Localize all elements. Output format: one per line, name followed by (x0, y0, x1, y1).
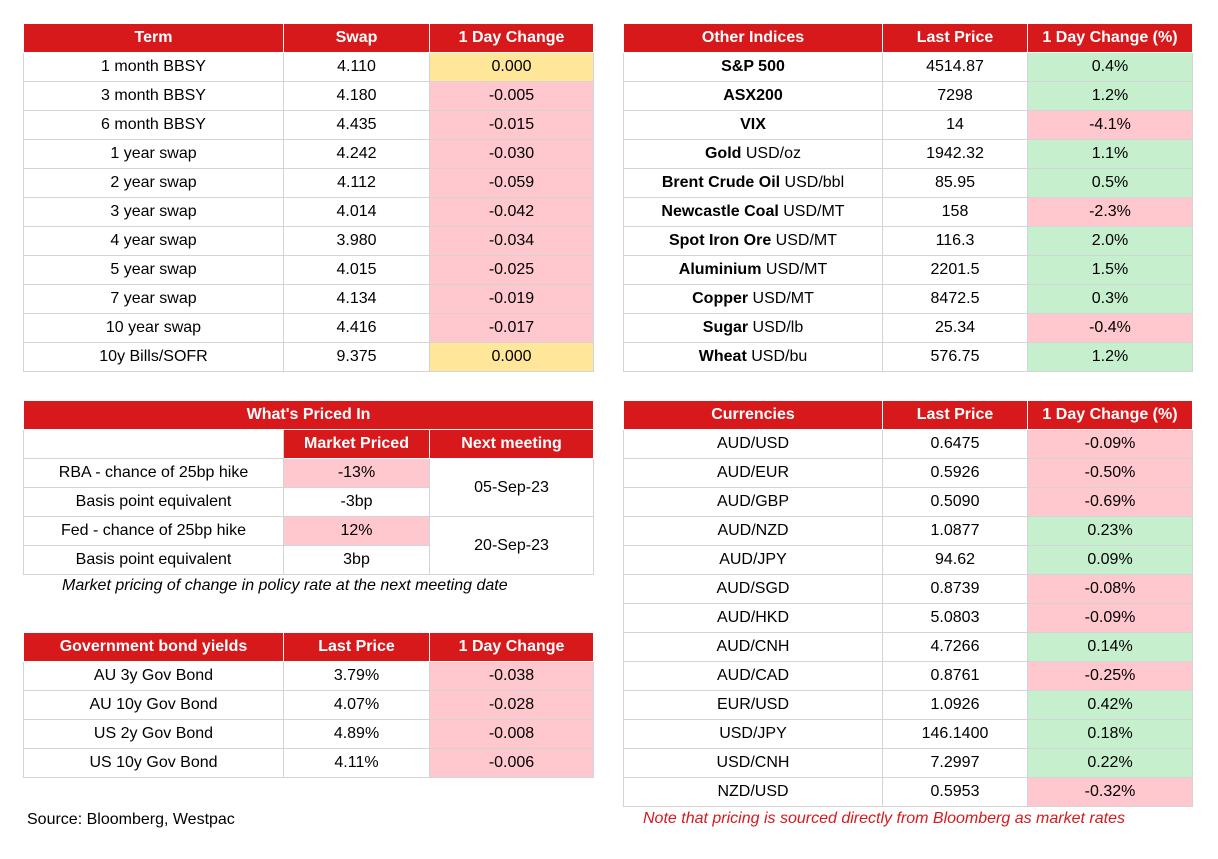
index-row (624, 111, 1193, 140)
index-change: -0.4% (1028, 314, 1193, 343)
bonds-header-change: 1 Day Change (430, 633, 594, 662)
bond-name: US 2y Gov Bond (24, 720, 284, 749)
currency-change: 0.18% (1028, 720, 1193, 749)
currency-pair: AUD/CNH (624, 633, 883, 662)
currencies-header-price: Last Price (883, 401, 1028, 430)
currency-row (624, 720, 1193, 749)
currency-pair: AUD/HKD (624, 604, 883, 633)
swap-change: -0.005 (430, 82, 594, 111)
fed-bp-label: Basis point equivalent (24, 546, 284, 575)
swap-term: 4 year swap (24, 227, 284, 256)
bond-row (24, 691, 594, 720)
currency-price: 94.62 (883, 546, 1028, 575)
index-price: 1942.32 (883, 140, 1028, 169)
index-change: 1.2% (1028, 82, 1193, 111)
currency-pair: NZD/USD (624, 778, 883, 807)
index-name-cell (624, 198, 883, 227)
index-name-cell (624, 82, 883, 111)
swap-term: 1 year swap (24, 140, 284, 169)
currency-price: 0.6475 (883, 430, 1028, 459)
fed-chance-label: Fed - chance of 25bp hike (24, 517, 284, 546)
swap-value: 9.375 (284, 343, 430, 372)
swap-row (24, 314, 594, 343)
rba-next-meeting: 05-Sep-23 (430, 459, 594, 517)
swap-value: 4.015 (284, 256, 430, 285)
fed-bp-value: 3bp (284, 546, 430, 575)
currency-pair: AUD/USD (624, 430, 883, 459)
currency-change: 0.22% (1028, 749, 1193, 778)
currency-change: 0.42% (1028, 691, 1193, 720)
currency-price: 0.5090 (883, 488, 1028, 517)
priced-in-header-next-meeting: Next meeting (430, 430, 594, 459)
bond-row (24, 662, 594, 691)
priced-in-title: What's Priced In (24, 401, 594, 430)
bond-price: 3.79% (284, 662, 430, 691)
currency-change: 0.14% (1028, 633, 1193, 662)
index-price: 25.34 (883, 314, 1028, 343)
swap-row (24, 169, 594, 198)
index-name-cell (624, 314, 883, 343)
index-row (624, 82, 1193, 111)
index-name: Sugar (702, 319, 749, 336)
index-row (624, 314, 1193, 343)
index-name: Wheat (698, 348, 747, 365)
index-name-cell (624, 343, 883, 372)
currency-row (624, 459, 1193, 488)
bond-name: AU 3y Gov Bond (24, 662, 284, 691)
index-name: Aluminium (678, 261, 762, 278)
index-name: Gold (704, 145, 742, 162)
index-row (624, 169, 1193, 198)
index-row (624, 285, 1193, 314)
index-name-cell (624, 169, 883, 198)
currency-price: 1.0877 (883, 517, 1028, 546)
swap-value: 4.112 (284, 169, 430, 198)
index-price: 14 (883, 111, 1028, 140)
index-name-cell (624, 140, 883, 169)
index-unit: USD/MT (748, 290, 814, 307)
swap-change: -0.042 (430, 198, 594, 227)
swap-change: -0.025 (430, 256, 594, 285)
index-change: 0.3% (1028, 285, 1193, 314)
pricing-note: Note that pricing is sourced directly from Bloomberg as market rates (643, 810, 1125, 827)
swap-value: 4.435 (284, 111, 430, 140)
currency-row (624, 662, 1193, 691)
currency-price: 4.7266 (883, 633, 1028, 662)
bonds-header-name: Government bond yields (24, 633, 284, 662)
currency-row (624, 691, 1193, 720)
currency-row (624, 488, 1193, 517)
currency-row (624, 430, 1193, 459)
currency-price: 5.0803 (883, 604, 1028, 633)
fed-chance-value: 12% (284, 517, 430, 546)
swap-term: 7 year swap (24, 285, 284, 314)
index-row (624, 198, 1193, 227)
index-row (624, 227, 1193, 256)
index-change: 1.1% (1028, 140, 1193, 169)
currency-row (624, 517, 1193, 546)
index-unit: USD/MT (778, 203, 845, 220)
index-price: 116.3 (883, 227, 1028, 256)
index-name-cell (624, 53, 883, 82)
swap-row (24, 198, 594, 227)
index-change: 2.0% (1028, 227, 1193, 256)
bonds-header-price: Last Price (284, 633, 430, 662)
currency-change: 0.09% (1028, 546, 1193, 575)
currency-price: 1.0926 (883, 691, 1028, 720)
index-price: 8472.5 (883, 285, 1028, 314)
currency-row (624, 604, 1193, 633)
currency-change: -0.50% (1028, 459, 1193, 488)
swap-change: -0.015 (430, 111, 594, 140)
rba-chance-label: RBA - chance of 25bp hike (24, 459, 284, 488)
other-indices-table (623, 23, 1193, 372)
currency-price: 0.5953 (883, 778, 1028, 807)
swap-term: 2 year swap (24, 169, 284, 198)
index-name-cell (624, 285, 883, 314)
bond-change: -0.038 (430, 662, 594, 691)
index-change: 0.5% (1028, 169, 1193, 198)
index-price: 2201.5 (883, 256, 1028, 285)
bond-yields-table (23, 632, 594, 778)
index-price: 576.75 (883, 343, 1028, 372)
index-change: -2.3% (1028, 198, 1193, 227)
index-change: 0.4% (1028, 53, 1193, 82)
bond-change: -0.008 (430, 720, 594, 749)
index-row (624, 53, 1193, 82)
index-name: Newcastle Coal (661, 203, 779, 220)
currencies-header-pair: Currencies (624, 401, 883, 430)
rba-chance-value: -13% (284, 459, 430, 488)
index-change: 1.2% (1028, 343, 1193, 372)
swap-row (24, 343, 594, 372)
swap-row (24, 256, 594, 285)
bond-price: 4.07% (284, 691, 430, 720)
swap-header-term: Term (24, 24, 284, 53)
currency-row (624, 778, 1193, 807)
swap-change: -0.034 (430, 227, 594, 256)
currency-row (624, 749, 1193, 778)
currency-change: -0.32% (1028, 778, 1193, 807)
index-name-cell (624, 111, 883, 140)
swap-rates-table (23, 23, 594, 372)
swap-value: 3.980 (284, 227, 430, 256)
swap-header-swap: Swap (284, 24, 430, 53)
swap-change: -0.017 (430, 314, 594, 343)
bond-name: US 10y Gov Bond (24, 749, 284, 778)
swap-term: 3 year swap (24, 198, 284, 227)
currency-pair: AUD/NZD (624, 517, 883, 546)
swap-row (24, 227, 594, 256)
index-price: 85.95 (883, 169, 1028, 198)
currency-change: -0.25% (1028, 662, 1193, 691)
currency-row (624, 546, 1193, 575)
index-unit: USD/MT (761, 261, 828, 278)
index-price: 4514.87 (883, 53, 1028, 82)
swap-term: 5 year swap (24, 256, 284, 285)
index-row (624, 343, 1193, 372)
currency-change: -0.09% (1028, 604, 1193, 633)
currency-pair: AUD/GBP (624, 488, 883, 517)
whats-priced-in-table (23, 400, 594, 575)
currency-change: -0.69% (1028, 488, 1193, 517)
currency-change: 0.23% (1028, 517, 1193, 546)
currencies-body (624, 430, 1193, 807)
currency-price: 0.5926 (883, 459, 1028, 488)
index-name: Copper (692, 290, 749, 307)
currency-pair: EUR/USD (624, 691, 883, 720)
bond-price: 4.89% (284, 720, 430, 749)
swap-value: 4.180 (284, 82, 430, 111)
index-unit: USD/lb (748, 319, 804, 336)
currency-change: -0.08% (1028, 575, 1193, 604)
priced-in-header-market-priced: Market Priced (284, 430, 430, 459)
currencies-table (623, 400, 1193, 807)
index-unit: USD/oz (741, 145, 801, 162)
index-change: -4.1% (1028, 111, 1193, 140)
bond-yields-body (24, 662, 594, 778)
index-name: ASX200 (723, 87, 783, 104)
swap-change: -0.030 (430, 140, 594, 169)
index-name: VIX (740, 116, 766, 133)
indices-header-name: Other Indices (624, 24, 883, 53)
bond-change: -0.028 (430, 691, 594, 720)
swap-row (24, 53, 594, 82)
indices-header-change: 1 Day Change (%) (1028, 24, 1193, 53)
bond-row (24, 720, 594, 749)
currency-pair: AUD/EUR (624, 459, 883, 488)
swap-value: 4.134 (284, 285, 430, 314)
swap-header-change: 1 Day Change (430, 24, 594, 53)
index-name: Spot Iron Ore (668, 232, 772, 249)
swap-term: 10 year swap (24, 314, 284, 343)
swap-change: 0.000 (430, 343, 594, 372)
currency-change: -0.09% (1028, 430, 1193, 459)
index-row (624, 256, 1193, 285)
currency-row (624, 633, 1193, 662)
index-row (624, 140, 1193, 169)
index-change: 1.5% (1028, 256, 1193, 285)
bond-price: 4.11% (284, 749, 430, 778)
index-name: S&P 500 (721, 58, 785, 75)
index-price: 158 (883, 198, 1028, 227)
currency-pair: AUD/JPY (624, 546, 883, 575)
swap-value: 4.014 (284, 198, 430, 227)
bond-name: AU 10y Gov Bond (24, 691, 284, 720)
currency-pair: AUD/CAD (624, 662, 883, 691)
swap-term: 3 month BBSY (24, 82, 284, 111)
swap-change: 0.000 (430, 53, 594, 82)
swap-row (24, 82, 594, 111)
bond-change: -0.006 (430, 749, 594, 778)
priced-in-row-rba-chance (24, 459, 594, 488)
swap-rates-body (24, 53, 594, 372)
indices-header-price: Last Price (883, 24, 1028, 53)
other-indices-body (624, 53, 1193, 372)
currency-price: 0.8739 (883, 575, 1028, 604)
bond-row (24, 749, 594, 778)
rba-bp-label: Basis point equivalent (24, 488, 284, 517)
currency-pair: USD/CNH (624, 749, 883, 778)
swap-term: 10y Bills/SOFR (24, 343, 284, 372)
swap-change: -0.059 (430, 169, 594, 198)
index-name-cell (624, 256, 883, 285)
currency-price: 0.8761 (883, 662, 1028, 691)
priced-in-blank-header (24, 430, 284, 459)
swap-value: 4.242 (284, 140, 430, 169)
currency-pair: USD/JPY (624, 720, 883, 749)
currency-price: 146.1400 (883, 720, 1028, 749)
source-note: Source: Bloomberg, Westpac (27, 811, 235, 828)
swap-value: 4.110 (284, 53, 430, 82)
index-price: 7298 (883, 82, 1028, 111)
index-unit: USD/bbl (780, 174, 845, 191)
index-unit: USD/MT (771, 232, 837, 249)
rba-bp-value: -3bp (284, 488, 430, 517)
swap-term: 6 month BBSY (24, 111, 284, 140)
swap-row (24, 140, 594, 169)
index-name-cell (624, 227, 883, 256)
currency-pair: AUD/SGD (624, 575, 883, 604)
priced-in-note: Market pricing of change in policy rate at the next meeting date (62, 577, 508, 594)
index-name: Brent Crude Oil (661, 174, 781, 191)
swap-change: -0.019 (430, 285, 594, 314)
swap-row (24, 285, 594, 314)
currencies-header-change: 1 Day Change (%) (1028, 401, 1193, 430)
swap-row (24, 111, 594, 140)
swap-value: 4.416 (284, 314, 430, 343)
priced-in-row-fed-chance (24, 517, 594, 546)
fed-next-meeting: 20-Sep-23 (430, 517, 594, 575)
currency-row (624, 575, 1193, 604)
currency-price: 7.2997 (883, 749, 1028, 778)
index-unit: USD/bu (746, 348, 808, 365)
swap-term: 1 month BBSY (24, 53, 284, 82)
